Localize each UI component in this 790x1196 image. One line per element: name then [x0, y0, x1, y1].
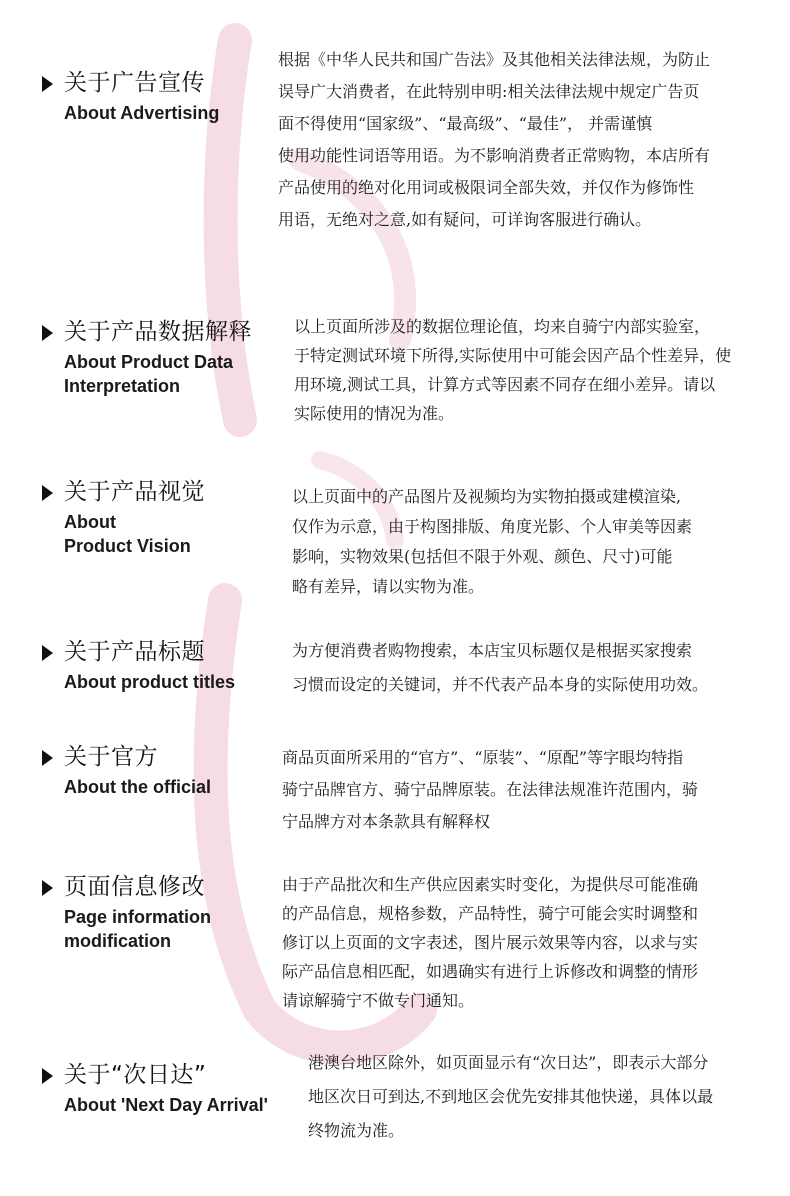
section-title-en-line: About 'Next Day Arrival': [64, 1095, 268, 1115]
body-line: 请谅解骑宁不做专门通知。: [282, 991, 475, 1010]
section-body: [282, 870, 698, 1015]
body-line: 的产品信息，规格参数，产品特性，骑宁可能会实时调整和: [282, 904, 699, 923]
section-body: [292, 482, 692, 602]
section-title-en: [64, 101, 279, 125]
section-title-zh: 关于产品标题: [64, 639, 205, 665]
arrow-right-icon: [42, 76, 53, 92]
body-line: 产品使用的绝对化用词或极限词全部失效，并仅作为修饰性: [278, 178, 695, 197]
body-line: 习惯而设定的关键词，并不代表产品本身的实际使用功效。: [292, 675, 709, 694]
arrow-right-icon: [42, 880, 53, 896]
section-title-en-line: About product titles: [64, 672, 235, 692]
body-line: 由于产品批次和生产供应因素实时变化，为提供尽可能准确: [282, 875, 699, 894]
arrow-right-icon: [42, 750, 53, 766]
body-line: 用语，无绝对之意,如有疑问，可详询客服进行确认。: [278, 210, 652, 229]
section-title-zh: 关于广告宣传: [64, 70, 205, 96]
body-line: 为方便消费者购物搜索，本店宝贝标题仅是根据买家搜索: [292, 641, 693, 660]
section-title-en-line: Page information: [64, 907, 212, 927]
body-line: 用环境,测试工具，计算方式等因素不同存在细小差异。请以: [294, 375, 716, 394]
body-line: 港澳台地区除外，如页面显示有“次日达”，即表示大部分: [308, 1053, 709, 1072]
section-body: [282, 742, 698, 838]
section-body: [278, 44, 710, 236]
body-line: 使用功能性词语等用语。为不影响消费者正常购物，本店所有: [278, 146, 711, 165]
section-title-en: [64, 510, 279, 558]
arrow-right-icon: [42, 325, 53, 341]
section-title-en: [64, 350, 279, 398]
section-body: [292, 634, 708, 702]
section-title-en-line: Interpretation: [64, 376, 181, 396]
arrow-right-icon: [42, 1068, 53, 1084]
body-line: 影响，实物效果(包括但不限于外观、颜色、尺寸)可能: [292, 547, 673, 566]
body-line: 宁品牌方对本条款具有解释权: [282, 812, 491, 831]
section-title-zh: 关于官方: [64, 744, 158, 770]
body-line: 于特定测试环境下所得,实际使用中可能会因产品个性差异，使: [294, 346, 732, 365]
section-title-en-line: Product Vision: [64, 536, 191, 556]
body-line: 仅作为示意，由于构图排版、角度光影、个人审美等因素: [292, 517, 693, 536]
section-title-zh: 关于“次日达”: [64, 1062, 207, 1088]
body-line: 误导广大消费者，在此特别申明:相关法律法规中规定广告页: [278, 82, 700, 101]
body-line: 以上页面中的产品图片及视频均为实物拍摄或建模渲染,: [292, 487, 682, 506]
body-line: 根据《中华人民共和国广告法》及其他相关法律法规，为防止: [278, 50, 711, 69]
arrow-right-icon: [42, 645, 53, 661]
body-line: 地区次日可到达,不到地区会优先安排其他快递，具体以最: [308, 1087, 714, 1106]
body-line: 实际使用的情况为准。: [294, 404, 455, 423]
section-title-en-line: About Advertising: [64, 103, 220, 123]
body-line: 商品页面所采用的“官方”、“原装”、“原配”等字眼均特指: [282, 748, 684, 767]
body-line: 略有差异，请以实物为准。: [292, 577, 485, 596]
section-title-zh: 关于产品数据解释: [64, 319, 252, 345]
section-title-en: [64, 905, 279, 953]
body-line: 终物流为准。: [308, 1121, 405, 1140]
body-line: 以上页面所涉及的数据位理论值，均来自骑宁内部实验室，: [294, 317, 711, 336]
body-line: 骑宁品牌官方、骑宁品牌原装。在法律法规准许范围内，骑: [282, 780, 699, 799]
section-title-en: [64, 670, 279, 694]
section-title-en-line: modification: [64, 931, 171, 951]
section-body: [294, 312, 731, 428]
body-line: 际产品信息相匹配，如遇确实有进行上诉修改和调整的情形: [282, 962, 699, 981]
section-title-en: [64, 775, 279, 799]
section-title-zh: 关于产品视觉: [64, 479, 205, 505]
body-line: 修订以上页面的文字表述，图片展示效果等内容，以求与实: [282, 933, 699, 952]
section-title-en-line: About the official: [64, 777, 211, 797]
section-title-en: [64, 1093, 279, 1117]
section-title-en-line: About Product Data: [64, 352, 233, 372]
body-line: 面不得使用“国家级”、“最高级”、“最佳”， 并需谨慎: [278, 114, 653, 133]
section-title-zh: 页面信息修改: [64, 874, 205, 900]
section-body: [308, 1046, 713, 1148]
arrow-right-icon: [42, 485, 53, 501]
section-title-en-line: About: [64, 512, 116, 532]
